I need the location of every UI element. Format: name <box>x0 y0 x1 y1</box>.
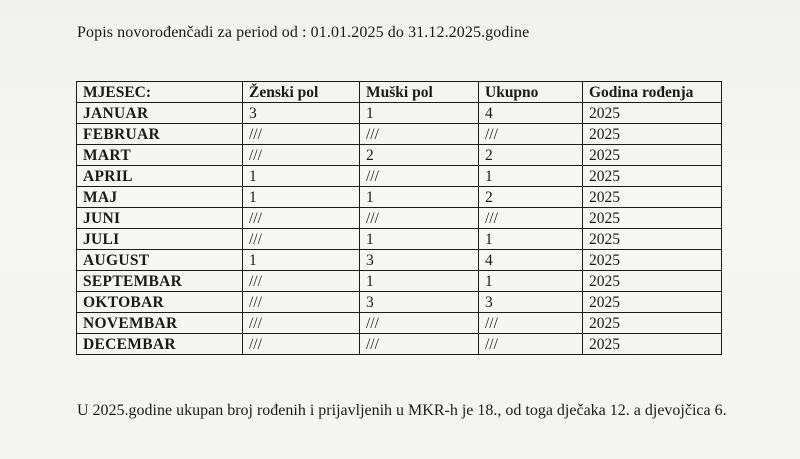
cell-total: /// <box>479 334 583 355</box>
cell-female: /// <box>243 145 360 166</box>
cell-total: 4 <box>479 103 583 124</box>
cell-total: /// <box>479 313 583 334</box>
cell-birth-year: 2025 <box>583 313 722 334</box>
births-table <box>76 81 722 355</box>
cell-total: 3 <box>479 292 583 313</box>
cell-total: 2 <box>479 187 583 208</box>
cell-male: 1 <box>360 271 479 292</box>
cell-female: 1 <box>243 250 360 271</box>
table-row <box>77 271 722 292</box>
cell-male: /// <box>360 166 479 187</box>
table-body <box>77 103 722 355</box>
cell-birth-year: 2025 <box>583 334 722 355</box>
cell-male: /// <box>360 313 479 334</box>
header-month: MJESEC: <box>77 82 243 103</box>
cell-month: FEBRUAR <box>77 124 243 145</box>
cell-male: 3 <box>360 250 479 271</box>
table-row <box>77 166 722 187</box>
header-male: Muški pol <box>360 82 479 103</box>
cell-month: JANUAR <box>77 103 243 124</box>
table-row <box>77 250 722 271</box>
cell-total: 1 <box>479 271 583 292</box>
cell-female: 3 <box>243 103 360 124</box>
cell-female: /// <box>243 313 360 334</box>
table-row <box>77 145 722 166</box>
cell-month: SEPTEMBAR <box>77 271 243 292</box>
cell-birth-year: 2025 <box>583 250 722 271</box>
cell-month: JULI <box>77 229 243 250</box>
cell-month: MAJ <box>77 187 243 208</box>
cell-male: /// <box>360 208 479 229</box>
cell-month: NOVEMBAR <box>77 313 243 334</box>
cell-female: /// <box>243 124 360 145</box>
cell-total: 2 <box>479 145 583 166</box>
table-row <box>77 334 722 355</box>
summary-paragraph: U 2025.godine ukupan broj rođenih i prijavljenih u MKR-h je 18., od toga dječaka 12. a djevojčica 6. <box>77 402 727 419</box>
table-row <box>77 187 722 208</box>
cell-total: 1 <box>479 229 583 250</box>
cell-birth-year: 2025 <box>583 229 722 250</box>
cell-birth-year: 2025 <box>583 187 722 208</box>
table-row <box>77 208 722 229</box>
cell-birth-year: 2025 <box>583 103 722 124</box>
cell-female: /// <box>243 334 360 355</box>
table-row <box>77 229 722 250</box>
cell-birth-year: 2025 <box>583 271 722 292</box>
cell-male: 3 <box>360 292 479 313</box>
cell-female: /// <box>243 229 360 250</box>
document-heading: Popis novorođenčadi za period od : 01.01.2025 do 31.12.2025.godine <box>77 24 530 41</box>
cell-total: /// <box>479 124 583 145</box>
cell-birth-year: 2025 <box>583 166 722 187</box>
cell-total: /// <box>479 208 583 229</box>
cell-female: /// <box>243 292 360 313</box>
cell-month: DECEMBAR <box>77 334 243 355</box>
cell-female: /// <box>243 208 360 229</box>
table-row <box>77 292 722 313</box>
cell-male: 1 <box>360 229 479 250</box>
header-total: Ukupno <box>479 82 583 103</box>
cell-female: 1 <box>243 166 360 187</box>
table-row <box>77 313 722 334</box>
cell-month: AUGUST <box>77 250 243 271</box>
cell-birth-year: 2025 <box>583 208 722 229</box>
table-header-row <box>77 82 722 103</box>
cell-male: 1 <box>360 187 479 208</box>
cell-month: MART <box>77 145 243 166</box>
cell-female: /// <box>243 271 360 292</box>
cell-male: 2 <box>360 145 479 166</box>
cell-male: /// <box>360 334 479 355</box>
cell-total: 1 <box>479 166 583 187</box>
table-row <box>77 103 722 124</box>
header-female: Ženski pol <box>243 82 360 103</box>
cell-month: JUNI <box>77 208 243 229</box>
cell-male: 1 <box>360 103 479 124</box>
cell-birth-year: 2025 <box>583 145 722 166</box>
cell-birth-year: 2025 <box>583 292 722 313</box>
cell-male: /// <box>360 124 479 145</box>
cell-month: OKTOBAR <box>77 292 243 313</box>
table-row <box>77 124 722 145</box>
cell-birth-year: 2025 <box>583 124 722 145</box>
cell-total: 4 <box>479 250 583 271</box>
header-birth-year: Godina rođenja <box>583 82 722 103</box>
cell-month: APRIL <box>77 166 243 187</box>
cell-female: 1 <box>243 187 360 208</box>
